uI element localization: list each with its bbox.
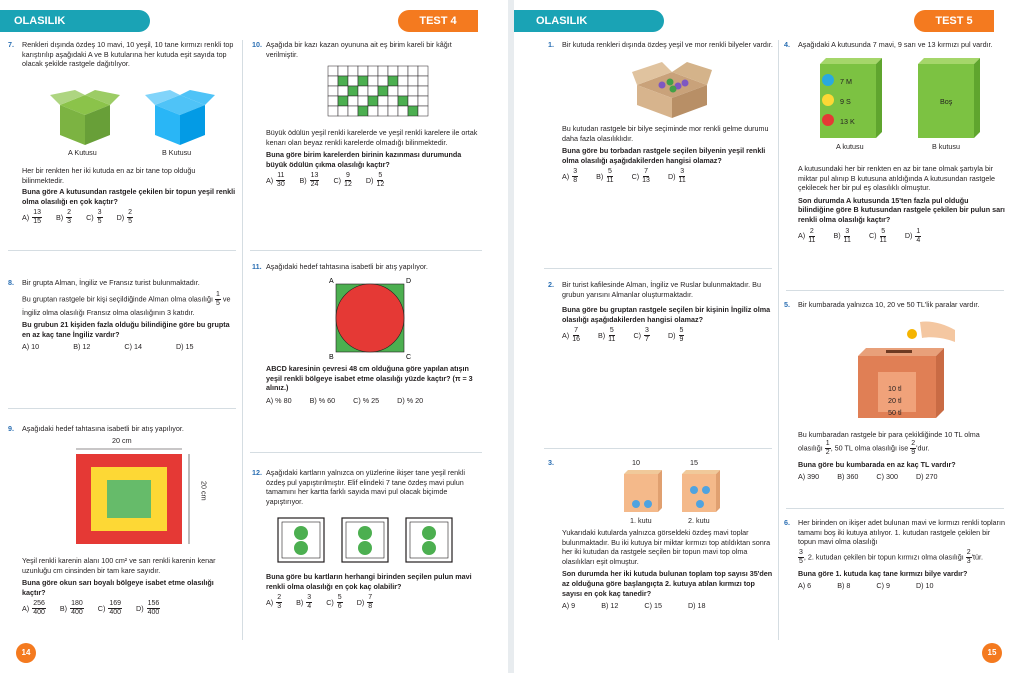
box-a-label: A kutusu	[836, 142, 864, 151]
question-prompt: Bu grubun 21 kişiden fazla olduğu bilindiğine göre bu grupta en az kaç tane İngiliz vardır?	[22, 320, 230, 339]
answer-options	[798, 228, 1006, 245]
row-divider	[8, 250, 236, 251]
grid-cell	[358, 66, 368, 76]
grid-cell	[408, 66, 418, 76]
option-c[interactable]: C) $\frac{3}{7}$	[633, 327, 649, 344]
question-text: Aşağıda bir kazı kazan oyununa ait eş birim kareli bir kâğıt verilmiştir.	[266, 40, 452, 59]
option-c[interactable]: C) $\frac{169}{400}$	[97, 600, 122, 617]
grid-cell-green	[388, 76, 398, 86]
option-a[interactable]: A) 390	[798, 472, 820, 482]
question-12	[252, 468, 480, 638]
question-text: Bir kumbarada yalnızca 10, 20 ve 50 TL'lik paralar vardır.	[798, 300, 980, 309]
option-b[interactable]: B) $\frac{3}{11}$	[833, 227, 851, 244]
section-title: OLASILIK	[0, 10, 150, 32]
question-text-2c: 'dur.	[916, 443, 930, 452]
grid-cell-green	[398, 96, 408, 106]
option-a[interactable]: A) $\frac{11}{30}$	[266, 172, 285, 189]
grid-cell	[338, 86, 348, 96]
grid-cell-green	[358, 106, 368, 116]
box-b-empty-label: Boş	[940, 97, 953, 106]
pill-blue-label: 7 M	[840, 77, 852, 86]
question-number: 8.	[8, 278, 14, 287]
question-prompt: Buna göre 1. kutuda kaç tane kırmızı bilye vardır?	[798, 568, 968, 578]
option-c[interactable]: C) 15	[644, 601, 662, 611]
question-number: 4.	[784, 40, 790, 49]
answer-options	[266, 594, 480, 611]
answer-options	[22, 600, 236, 617]
answer-options	[266, 396, 480, 406]
option-d[interactable]: D) $\frac{156}{400}$	[136, 600, 160, 617]
question-text: Bir grupta Alman, İngiliz ve Fransız turist bulunmaktadır.	[22, 278, 200, 287]
option-b[interactable]: B) $\frac{5}{11}$	[596, 168, 614, 185]
grid-cell	[388, 66, 398, 76]
question-text: Yukarıdaki kutularda yalnızca görseldeki özdeş mavi toplar bulunmaktadır. Bu iki kutuya bir miktar kırmızı top atıldıktan sonra her iki kutudan da rastgele seçilen bir topun mavi top olma olasılıkları eşit olmuştur.	[562, 528, 771, 566]
question-11	[252, 262, 480, 447]
grid-cell	[408, 86, 418, 96]
box-1-icon	[624, 470, 662, 512]
dimension-side: 20 cm	[199, 481, 209, 501]
grid-cell-green	[378, 86, 388, 96]
grid-cell	[368, 106, 378, 116]
question-number: 3.	[548, 458, 554, 467]
target-squares-figure	[74, 446, 194, 546]
question-prompt: Buna göre A kutusundan rastgele çekilen bir topun yeşil renkli olma olasılığı en çok kaçtır?	[22, 187, 236, 206]
option-d[interactable]: D) $\frac{7}{8}$	[356, 594, 373, 611]
option-d[interactable]: D) 270	[915, 472, 938, 482]
grid-cell	[348, 76, 358, 86]
grid-cell	[418, 96, 428, 106]
question-8: 8. Bir grupta Alman, İngiliz ve Fransız turist bulunmaktadır. Bu gruptan rastgele bir kişi seçildiğinde Alman olma olasılığı $\frac{1}{5}$ ve İngiliz olma olasılığı Fransız olma olasılığının 3 katıdır. Bu grubun 21 kişiden fazla olduğu bilindiğine göre bu grupta en az kaç tane İngiliz vardır? A) 10 B) 12 C) 14 D) 15	[8, 278, 236, 403]
option-a[interactable]: A) $\frac{256}{400}$	[22, 600, 45, 617]
box-line-1: 10 tl	[888, 384, 902, 393]
option-a[interactable]: A) $\frac{7}{16}$	[562, 327, 580, 344]
dimension-top: 20 cm	[112, 436, 132, 445]
question-number: 2.	[548, 280, 554, 289]
grid-cell	[368, 86, 378, 96]
question-text: Renkleri dışında özdeş 10 mavi, 10 yeşil, 10 tane kırmızı renkli top karıştırılıp aşağıdaki A ve B kutularına her kutuda eşit sayıda top olacak şekilde rastgele dağıtılıyor.	[22, 40, 234, 69]
grid-cell-green	[358, 76, 368, 86]
pill-red-label: 13 K	[840, 117, 855, 126]
question-text-2a: Bu kumbaradan rastgele bir para çekildiğinde 10 TL olma olasılığı	[798, 430, 980, 452]
cards-figure	[276, 516, 466, 566]
question-prompt: ABCD karesinin çevresi 48 cm olduğuna göre yapılan atışın yeşil renkli bölgeye isabet etme olasılığı yüzde kaçtır? (π = 3 alınız.)	[266, 364, 473, 393]
grid-cell	[398, 66, 408, 76]
option-c[interactable]: C) $\frac{5}{6}$	[326, 594, 342, 611]
option-a[interactable]: A) $\frac{13}{15}$	[22, 209, 41, 226]
option-a[interactable]: A) $\frac{2}{11}$	[798, 227, 816, 244]
grid-cell	[358, 86, 368, 96]
column-divider	[778, 40, 779, 640]
grid-cell	[328, 66, 338, 76]
question-prompt: Buna göre bu torbadan rastgele seçilen bilyenin yeşil renkli olma olasılığı aşağıdakilerden hangisi olamaz?	[562, 146, 766, 165]
corner-d: D	[406, 278, 412, 285]
column-divider	[242, 40, 243, 640]
question-prompt: Buna göre bu gruptan rastgele seçilen bir kişinin İngiliz olma olasılığı aşağıdakilerden hangisi olamaz?	[562, 305, 771, 324]
option-d[interactable]: D) $\frac{1}{4}$	[904, 227, 921, 244]
answer-options	[798, 472, 1006, 482]
corner-a: A	[329, 278, 334, 285]
option-b[interactable]: B) 8	[837, 581, 851, 591]
option-d[interactable]: D) 10	[915, 581, 934, 591]
test-title: TEST 5	[914, 10, 994, 32]
grid-cell	[418, 76, 428, 86]
question-text: Bir kutuda renkleri dışında özdeş yeşil ve mor renkli bilyeler vardır.	[562, 40, 773, 49]
grid-cell	[348, 96, 358, 106]
option-a[interactable]: A) % 80	[266, 395, 292, 405]
question-10	[252, 40, 480, 245]
option-a[interactable]: A) 6	[798, 581, 812, 591]
grid-cell	[398, 76, 408, 86]
question-text-2: Büyük ödülün yeşil renkli karelerde ve yeşil renkli karelere ile ortak kenarı olan beyaz renkli karelerde olmadığı bilinmektedir.	[266, 128, 478, 147]
question-text: Bir turist kafilesinde Alman, İngiliz ve Ruslar bulunmaktadır. Bu grubun yarısını Almanlar oluşturmaktadır.	[562, 280, 761, 299]
grid-cell	[418, 106, 428, 116]
question-7	[8, 40, 236, 245]
grid-cell	[398, 106, 408, 116]
piggy-bank-box-icon	[850, 320, 960, 420]
option-b[interactable]: B) $\frac{3}{4}$	[296, 594, 312, 611]
section-title: OLASILIK	[514, 10, 664, 32]
row-divider	[250, 250, 482, 251]
box-line-3: 50 tl	[888, 408, 902, 417]
row-divider	[786, 508, 1004, 509]
grid-cell	[378, 106, 388, 116]
box-line-2: 20 tl	[888, 396, 902, 405]
question-text-2: , 2. kutudan çekilen bir topun kırmızı olma olasılığı	[803, 552, 964, 562]
option-c[interactable]: C) $\frac{5}{11}$	[868, 227, 887, 244]
grid-cell	[378, 66, 388, 76]
page-header	[514, 10, 1022, 32]
option-b[interactable]: B) 360	[837, 472, 859, 482]
grid-figure	[326, 64, 436, 124]
question-number: 1.	[548, 40, 554, 49]
option-c[interactable]: C) $\frac{7}{13}$	[631, 168, 650, 185]
question-text-2: A kutusundaki her bir renkten en az bir tane olmak şartıyla bir miktar pul alınıp B kutusuna atıldığında A kutusundan rastgele çekilecek her bir pul eş olasılıklı olmuştur.	[798, 164, 995, 193]
row-divider	[786, 290, 1004, 291]
option-a[interactable]: A) $\frac{2}{3}$	[266, 594, 282, 611]
grid-cell	[388, 106, 398, 116]
row-divider	[8, 408, 236, 409]
option-d[interactable]: D) $\frac{5}{12}$	[365, 172, 385, 189]
question-4	[784, 40, 1006, 285]
corner-b: B	[329, 354, 334, 360]
row-divider	[544, 448, 772, 449]
boxes-balls-figure	[618, 468, 728, 514]
answer-options	[266, 172, 480, 189]
question-text-2: Her bir renkten her iki kutuda en az bir tane top olduğu bilinmektedir.	[22, 166, 196, 185]
grid-cell	[368, 66, 378, 76]
box-1-label: 1. kutu	[630, 516, 652, 525]
page-15	[514, 0, 1022, 673]
corner-c: C	[406, 354, 412, 360]
option-c[interactable]: C) $\frac{9}{12}$	[333, 172, 352, 189]
grid-cell-green	[408, 106, 418, 116]
grid-cell	[338, 106, 348, 116]
option-c[interactable]: C) 14	[124, 342, 142, 352]
question-prompt: Son durumda A kutusunda 15'ten fazla pul olduğu bilindiğine göre B kutusundan rastgele çekilen bir pulun sarı renkli olma olasılığı kaçtır?	[798, 195, 1005, 224]
question-text: Aşağıdaki A kutusunda 7 mavi, 9 sarı ve 13 kırmızı pul vardır.	[798, 40, 993, 49]
question-6: 6. Her birinden on ikişer adet bulunan mavi ve kırmızı renkli topların tamamı boş iki kutuya atılıyor. 1. kutudan rastgele çekilen bir topun mavi olma olasılığı $\frac{3}{5}$ , 2. kutudan çekilen bir topun kırmızı olma olasılığı $\frac{2}{3}$ 'tür. Buna göre 1. kutuda kaç tane kırmızı bilye vardır? A) 6 B) 8 C) 9 D) 10	[784, 518, 1005, 591]
page-14	[0, 0, 508, 673]
box-marbles-icon	[632, 60, 712, 120]
grid-cell	[418, 86, 428, 96]
grid-cell-green	[338, 76, 348, 86]
grid-cell-green	[368, 96, 378, 106]
option-a[interactable]: A) $\frac{3}{8}$	[562, 168, 578, 185]
question-5: 5. Bir kumbarada yalnızca 10, 20 ve 50 TL'lik paralar vardır. 10 tl 20 tl 50 tl Bu kumbaradan rastgele bir para çekildiğinde 10 TL olma olasılığı $\frac{1}{2}$ , 50 TL olma olasılığı ise $\frac{2}{9}$ 'dur. Buna göre bu kumbarada en az kaç TL vardır? A) 390 B) 360 C) 300 D) 270	[784, 300, 1006, 505]
question-text-2a: Bu gruptan rastgele bir kişi seçildiğinde Alman olma olasılığı	[22, 294, 213, 303]
option-a[interactable]: A) 9	[562, 601, 576, 611]
box-2-icon	[682, 470, 720, 512]
option-a[interactable]: A) 10	[22, 342, 40, 352]
option-c[interactable]: C) 9	[876, 581, 890, 591]
question-3	[548, 458, 774, 638]
option-d[interactable]: D) 15	[175, 342, 194, 352]
question-text-2: Yeşil renkli karenin alanı 100 cm² ve sarı renkli karenin kenar uzunluğu cm cinsinden bir tam kare sayıdır.	[22, 556, 216, 575]
option-d[interactable]: D) $\frac{2}{5}$	[116, 209, 133, 226]
question-1	[548, 40, 774, 265]
red-circle	[336, 284, 404, 352]
option-c[interactable]: C) % 25	[353, 395, 380, 405]
question-text: Aşağıdaki hedef tahtasına isabetli bir atış yapılıyor.	[22, 424, 184, 433]
grid-cell	[328, 106, 338, 116]
grid-cell	[408, 76, 418, 86]
option-b[interactable]: B) % 60	[309, 395, 336, 405]
option-b[interactable]: B) $\frac{180}{400}$	[59, 600, 83, 617]
grid-cell	[348, 66, 358, 76]
grid-cell	[368, 76, 378, 86]
answer-options	[562, 601, 774, 611]
question-prompt: Buna göre okun sarı boyalı bölgeye isabet etme olasılığı kaçtır?	[22, 578, 214, 597]
pill-yellow-label: 9 S	[840, 97, 851, 106]
grid-cell	[328, 86, 338, 96]
grid-cell	[378, 96, 388, 106]
option-c[interactable]: C) 300	[876, 472, 898, 482]
box-1-count: 10	[632, 458, 640, 467]
box-2-label: 2. kutu	[688, 516, 710, 525]
question-prompt: Buna göre birim karelerden birinin kazınması durumunda büyük ödülün çıkma olasılığı kaçtır?	[266, 150, 462, 169]
green-square	[107, 480, 151, 518]
answer-options	[22, 342, 236, 352]
question-number: 10.	[252, 40, 262, 49]
page-header	[0, 10, 508, 32]
grid-cell	[338, 66, 348, 76]
question-text: Aşağıdaki kartların yalnızca on yüzlerine ikişer tane yeşil renkli özdeş pul yapıştırılmıştır. Elif elindeki 7 tane özdeş mavi pulun tamamını her kartta farklı sayıda mavi pul olacak biçimde yapıştırıyor.	[266, 468, 465, 506]
question-9	[8, 424, 236, 634]
question-prompt: Son durumda her iki kutuda bulunan toplam top sayısı 35'den az olduğuna göre başlangıçta 2. kutuya atılan kırmızı top sayısı en çok kaç tanedir?	[562, 569, 773, 598]
grid-cell	[388, 86, 398, 96]
question-number: 6.	[784, 518, 790, 527]
option-b[interactable]: B) $\frac{5}{11}$	[597, 327, 616, 344]
option-d[interactable]: D) $\frac{3}{11}$	[667, 168, 686, 185]
question-number: 5.	[784, 300, 790, 309]
grid-cell	[328, 76, 338, 86]
grid-cell	[408, 96, 418, 106]
box-a-label: A Kutusu	[68, 148, 97, 157]
grid-cell	[398, 86, 408, 96]
answer-options	[562, 168, 774, 185]
question-prompt: Buna göre bu kartların herhangi birinden seçilen pulun mavi renkli olma olasılığı en çok kaç olabilir?	[266, 572, 472, 591]
grid-cell	[358, 96, 368, 106]
option-d[interactable]: D) $\frac{5}{9}$	[667, 327, 684, 344]
answer-options	[22, 209, 236, 226]
question-text-3: 'tür.	[971, 552, 983, 562]
card-2	[342, 518, 388, 562]
question-text-2b: , 50 TL olma olasılığı ise	[830, 443, 909, 452]
box-b-label: B kutusu	[932, 142, 960, 151]
option-c[interactable]: C) $\frac{3}{5}$	[86, 209, 102, 226]
box-b-label: B Kutusu	[162, 148, 192, 157]
grid-cell-green	[348, 86, 358, 96]
grid-cell	[328, 96, 338, 106]
row-divider	[250, 452, 482, 453]
box-a-icon	[50, 90, 120, 145]
grid-cell	[348, 106, 358, 116]
option-b[interactable]: B) 12	[73, 342, 91, 352]
box-b-icon	[145, 90, 215, 145]
box-2-count: 15	[690, 458, 698, 467]
question-number: 9.	[8, 424, 14, 433]
page-number: 15	[982, 643, 1002, 663]
option-d[interactable]: D) 18	[687, 601, 706, 611]
question-number: 7.	[8, 40, 14, 49]
row-divider	[544, 268, 772, 269]
question-2	[548, 280, 774, 445]
grid-cell	[388, 96, 398, 106]
option-b[interactable]: B) $\frac{13}{24}$	[299, 172, 319, 189]
grid-cell	[378, 76, 388, 86]
question-number: 11.	[252, 262, 262, 271]
card-3	[406, 518, 452, 562]
question-number: 12.	[252, 468, 262, 477]
question-text-2b: ve İngiliz olma olasılığı Fransız olma olasılığının 3 katıdır.	[22, 294, 231, 317]
option-b[interactable]: B) 12	[601, 601, 619, 611]
answer-options	[798, 581, 1006, 591]
boxes-illustration	[50, 90, 230, 150]
option-b[interactable]: B) $\frac{2}{3}$	[55, 209, 72, 226]
card-1	[278, 518, 324, 562]
option-d[interactable]: D) % 20	[397, 395, 424, 405]
grid-cell-green	[338, 96, 348, 106]
square-circle-figure	[326, 276, 416, 360]
question-prompt: Buna göre bu kumbarada en az kaç TL vardır?	[798, 459, 956, 469]
question-text: Aşağıdaki hedef tahtasına isabetli bir atış yapılıyor.	[266, 262, 428, 271]
grid-cell	[418, 66, 428, 76]
question-text: Her birinden on ikişer adet bulunan mavi ve kırmızı renkli topların tamamı boş iki kutuya atılıyor. 1. kutudan rastgele çekilen bir topun mavi olma olasılığı	[798, 518, 1005, 547]
question-text-2: Bu kutudan rastgele bir bilye seçiminde mor renkli gelme durumu daha fazla olasılıklıdır.	[562, 124, 769, 143]
test-title: TEST 4	[398, 10, 478, 32]
answer-options	[562, 327, 774, 344]
page-number: 14	[16, 643, 36, 663]
